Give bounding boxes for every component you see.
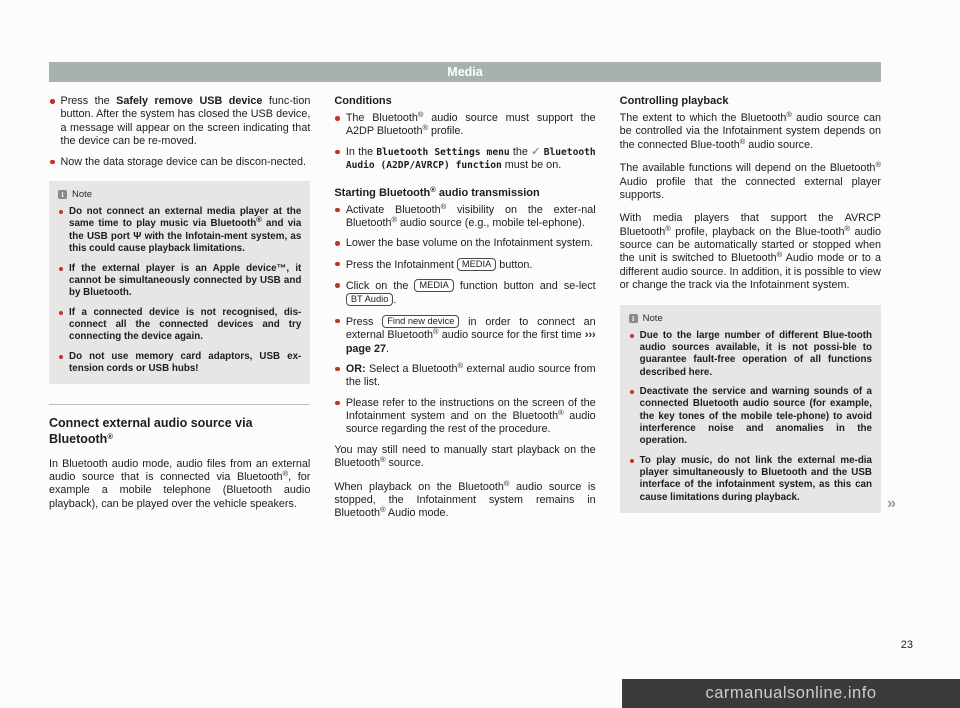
text-segment: audio source regarding the rest of the procedure.	[345, 410, 596, 436]
text-segment: When playback on the Bluetooth	[334, 480, 504, 493]
note-header	[629, 313, 872, 324]
text-segment: ®	[433, 327, 439, 337]
bullet-icon	[335, 208, 340, 213]
note-box	[620, 305, 881, 513]
continuation-mark: »	[887, 494, 896, 512]
note-bullet-item	[58, 351, 301, 376]
note-container	[49, 181, 310, 384]
bullet-text	[346, 397, 596, 437]
text-segment: Deactivate the service and warning sounds of a connected Bluetooth audio source (for example, the key tones of the mobile tele-phone) to avoid interference noise and anomalies in the operation.	[639, 385, 872, 447]
text-segment: ®	[558, 408, 564, 417]
text-segment: Activate Bluetooth	[345, 203, 441, 216]
page-number: 23	[900, 639, 913, 651]
text-segment: ®	[440, 201, 447, 211]
text-segment: ®	[107, 431, 113, 441]
bullet-icon	[630, 390, 634, 394]
content-columns	[49, 95, 896, 531]
paragraph	[620, 112, 881, 152]
bullet-icon	[335, 367, 340, 372]
text-segment: ®	[503, 478, 510, 488]
column-left	[49, 95, 310, 531]
text-segment: If the external player is an Apple device™, it cannot be simultaneously connected by USB and by Bluetooth.	[69, 262, 302, 299]
text-segment: Safely remove USB device	[116, 95, 263, 107]
bullet-icon	[59, 210, 63, 214]
bullet-icon	[335, 241, 340, 246]
text-segment: visibility on the exter-nal Bluetooth	[345, 203, 596, 229]
bullet-text	[640, 386, 872, 448]
text-segment: Controlling playback	[619, 95, 729, 107]
text-segment: audio source is stopped, the Infotainment system remains in Bluetooth	[334, 480, 596, 520]
paragraph	[334, 478, 596, 521]
bullet-text	[69, 263, 301, 300]
bullet-icon	[630, 334, 634, 338]
text-segment: .	[386, 342, 390, 355]
bullet-icon	[335, 401, 340, 406]
bullet-icon	[335, 262, 340, 267]
bullet-text	[69, 206, 301, 256]
text-segment: Do not use memory card adaptors, USB ex-tension cords or USB hubs!	[69, 350, 302, 374]
text-segment: ®	[844, 223, 851, 233]
text-segment: func-tion button. After the system has closed the USB device, a message will appear on the screen indicating that the device can be re-moved.	[60, 95, 311, 148]
text-segment: Audio profile that the connected external player supports.	[619, 175, 881, 201]
bullet-item	[334, 279, 595, 308]
text-segment: ®	[379, 455, 386, 465]
bullet-text	[69, 351, 301, 376]
bullet-icon	[59, 267, 63, 271]
section-heading	[49, 404, 310, 447]
text-segment: ››› page 27	[345, 329, 596, 355]
bullet-item	[334, 146, 595, 173]
text-segment: ®	[739, 136, 746, 146]
text-segment: Please refer to the instructions on the screen of the Infotainment system and on the Bluetooth	[345, 396, 596, 422]
text-segment: button.	[496, 258, 533, 271]
bt-audio-key: BT Audio	[346, 293, 394, 306]
sub-heading	[620, 95, 881, 107]
text-segment: , for example a mobile telephone (Bluetooth audio playback), can be played over the vehicle speakers.	[49, 470, 311, 510]
note-header	[58, 189, 301, 200]
text-segment: audio source.	[745, 138, 814, 151]
text-segment: profile, playback on the Blue-tooth	[670, 225, 845, 238]
bullet-item	[49, 156, 310, 169]
text-segment: To play music, do not link the external me-dia player simultaneously to Bluetooth and the USB interface of the infotainment system, as this can cause limitations during playback.	[639, 454, 872, 503]
bullet-text	[640, 330, 872, 379]
text-segment: OR:	[345, 362, 366, 375]
text-segment: ®	[776, 250, 783, 260]
bullet-text	[346, 237, 596, 250]
note-bullet-item	[629, 330, 872, 379]
paragraph	[620, 212, 881, 292]
text-segment: Bluetooth Audio (A2DP/AVRCP) function	[345, 146, 596, 172]
watermark-bar	[622, 679, 960, 708]
bullet-icon	[335, 116, 340, 121]
text-segment: ®	[282, 468, 289, 478]
text-segment: with the Infotain-ment system, as this could cause playback limitations.	[69, 230, 302, 255]
note-label: Note	[642, 312, 663, 324]
text-segment: In the	[345, 145, 377, 158]
sub-heading	[334, 184, 595, 199]
text-segment: With media players that support the AVRCP Bluetooth	[619, 212, 881, 238]
note-label: Note	[72, 188, 93, 200]
bullet-item	[49, 95, 310, 149]
text-segment: Starting Bluetooth	[334, 186, 431, 199]
bullet-item	[334, 315, 595, 356]
text-segment: In Bluetooth audio mode, audio files from an external audio source that is connected via Bluetooth	[49, 457, 311, 483]
text-segment: ®	[379, 505, 386, 515]
note-bullet-item	[58, 206, 301, 256]
bullet-text	[61, 156, 311, 169]
section-header-bar	[49, 62, 881, 82]
note-bullet-item	[58, 263, 301, 300]
text-segment: audio source for the first time	[438, 329, 585, 342]
text-segment: Connect external audio source via Bluetooth	[49, 416, 253, 446]
column-middle	[334, 95, 595, 531]
bullet-text	[69, 307, 301, 344]
text-segment: must be on.	[501, 159, 562, 172]
bullet-icon	[335, 283, 340, 288]
bullet-item	[334, 397, 595, 437]
text-segment: Click on the	[345, 280, 415, 292]
paragraph	[620, 162, 881, 202]
bullet-icon	[59, 311, 63, 315]
text-segment: audio transmission	[435, 186, 540, 199]
text-segment: The Bluetooth	[345, 112, 418, 124]
bullet-icon	[59, 355, 63, 359]
bullet-text	[346, 315, 596, 356]
text-segment: ®	[786, 110, 792, 119]
bullet-text	[346, 279, 596, 308]
text-segment: .	[393, 294, 397, 307]
paragraph	[49, 458, 310, 512]
bullet-icon	[50, 99, 55, 104]
note-box	[49, 181, 310, 384]
text-segment: ®	[875, 160, 881, 170]
text-segment: Press the Infotainment	[345, 258, 457, 271]
text-segment: audio source can be automatically started or stopped when the unit is switched to Bluetooth	[619, 225, 881, 265]
bullet-icon	[335, 150, 340, 155]
text-segment: Due to the large number of different Blue-tooth audio sources available, it is not possi-ble to guarantee fault-free operation of all functions described here.	[639, 329, 872, 378]
media-key: MEDIA	[414, 279, 453, 292]
text-segment: audio source can be controlled via the Infotainment system depends on the connected Blue-tooth	[619, 112, 881, 151]
note-bullet-item	[629, 455, 872, 504]
sub-heading	[334, 95, 595, 107]
text-segment: in order to connect an external Bluetooth	[345, 315, 596, 342]
watermark-text: carmanualsonline.info	[705, 684, 877, 702]
text-segment: If a connected device is not recognised, dis-connect all the connected devices and try connecting the device again.	[69, 306, 302, 343]
text-segment: Select a Bluetooth	[365, 362, 458, 375]
usb-icon: Ψ	[133, 230, 142, 242]
media-key: MEDIA	[457, 258, 496, 271]
checkmark-icon: ✓	[531, 145, 544, 158]
text-segment: ®	[417, 110, 424, 119]
bullet-icon	[335, 319, 340, 324]
bullet-text	[345, 360, 596, 390]
text-segment: Press	[345, 315, 383, 328]
text-segment: Bluetooth Settings menu	[376, 146, 510, 158]
text-segment: ®	[457, 360, 464, 370]
note-bullet-item	[58, 307, 301, 344]
find-new-device-key: Find new device	[382, 315, 459, 328]
text-segment: The available functions will depend on the Bluetooth	[619, 162, 876, 175]
bullet-text	[346, 146, 596, 173]
text-segment: ®	[665, 223, 671, 233]
bullet-item	[334, 258, 595, 272]
note-container	[620, 305, 896, 513]
bullet-item	[334, 237, 595, 250]
text-segment: the	[509, 145, 532, 158]
text-segment: Audio mode or to a different audio source. In addition, it is possible to view or change the track via the Infotainment system.	[619, 252, 881, 292]
bullet-text	[61, 95, 311, 149]
bullet-text	[345, 201, 596, 231]
text-segment: Conditions	[334, 95, 392, 107]
bullet-icon	[630, 459, 634, 463]
bullet-text	[640, 455, 872, 504]
text-segment: Lower the base volume on the Infotainment system.	[345, 237, 594, 250]
text-segment: You may still need to manually start playback on the Bluetooth	[334, 443, 596, 470]
text-segment: Press the	[60, 95, 117, 107]
text-segment: audio source (e.g., mobile tel-ephone).	[396, 216, 585, 229]
text-segment: The extent to which the Bluetooth	[619, 112, 787, 124]
bullet-item	[334, 112, 595, 139]
note-bullet-item	[629, 386, 872, 448]
paragraph	[334, 444, 595, 471]
note-icon: i	[629, 314, 638, 323]
text-segment: ®	[391, 214, 397, 224]
text-segment: profile.	[428, 125, 464, 138]
text-segment: ®	[430, 184, 436, 194]
text-segment: source.	[385, 457, 424, 470]
text-segment: ®	[256, 215, 262, 225]
text-segment: audio source must support the A2DP Bluetooth	[345, 112, 596, 138]
bullet-icon	[50, 160, 55, 165]
text-segment: Now the data storage device can be discon-nected.	[60, 155, 306, 168]
text-segment: function button and se-lect	[453, 280, 596, 292]
text-segment: and via the USB port	[69, 218, 302, 242]
bullet-text	[346, 258, 596, 272]
note-icon: i	[58, 190, 67, 199]
text-segment: external audio source from the list.	[345, 362, 596, 389]
bullet-text	[346, 112, 596, 139]
bullet-item	[334, 360, 596, 390]
text-segment: Audio mode.	[385, 507, 449, 520]
text-segment: Do not connect an external media player at the same time to play music via Bluetooth	[69, 205, 302, 230]
column-right	[619, 95, 896, 531]
bullet-item	[334, 201, 596, 231]
section-title: Media	[447, 65, 483, 79]
text-segment: ®	[422, 123, 428, 133]
